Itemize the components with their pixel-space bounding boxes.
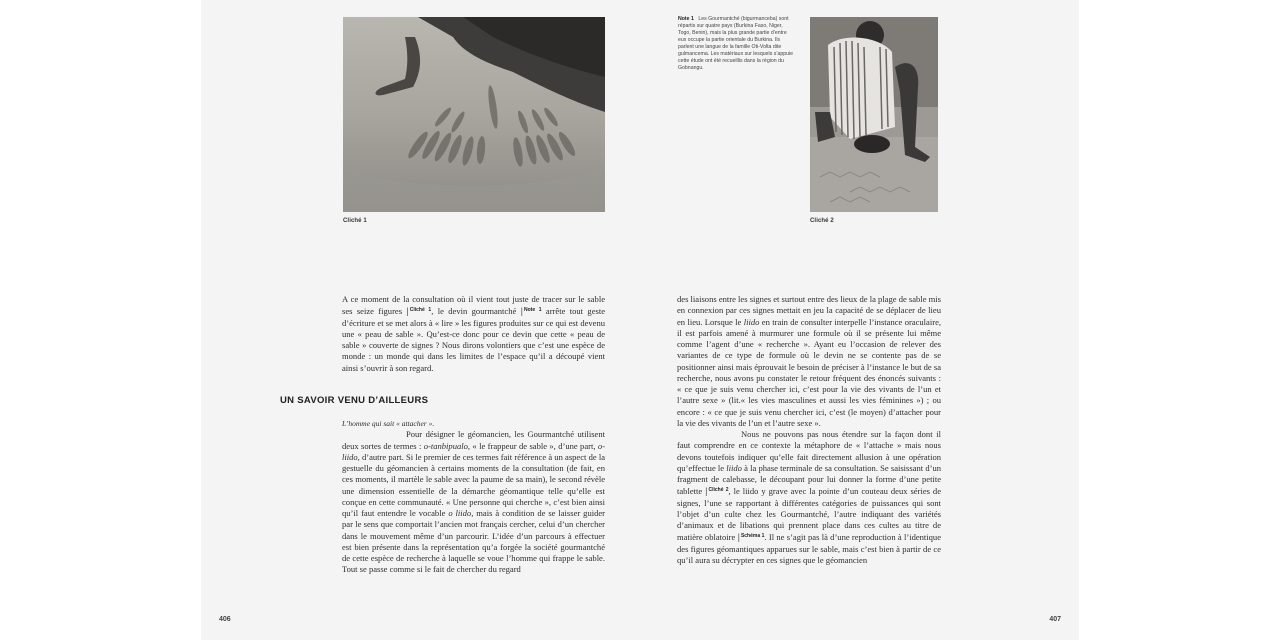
photo-diviner	[810, 17, 938, 212]
paragraph-text: A ce moment de la consultation où il vient tout juste de tracer sur le sable ses seize figures | $^{Cliché 1}$, le devin gourmantché | $^{Note 1}$ arrête tout geste d’écriture et se met alors à « lire » les figures produites sur ce qui est devenu une « peau de sable ». Qu’est-ce donc pour ce devin que cette « peau de sable » couverte de signes ? Nous dirons volontiers que c’est une espèce de monde : un monde qui dans les limites de l’espace qu’il a découpé vient ainsi s’ouvrir à son regard.	[342, 294, 605, 374]
paragraph-text: des liaisons entre les signes et surtout entre des lieux de la plage de sable mis en connexion par ces signes mettait en jeu la capacité de se déplacer de lieu en lieu. Lorsque le liido en train de consulter interpelle l’instance oraculaire, il est parfois amené à murmurer une formule où il se présente lui même comme l’agent d’une « recherche ». Ayant eu l’occasion de relever des variantes de ce type de formule où le devin ne se contente pas de se positionner ainsi mais éprouvait le besoin de préciser à l’instance le but de sa recherche, nous avons pu constater le retour fréquent des énoncés suivants : « ce que je suis venu chercher ici, c’est pour la vie des vivants de l’un et l’autre sexe » (lit.« les vies masculines et aussi les vies féminines ») ; ou encore : « ce que je suis venu chercher ici, c’est (le moyen) d’attacher pour la vie des vivants de l’un et l’autre sexe ».	[677, 294, 941, 428]
photo-sand-figures	[343, 17, 605, 212]
diviner-image	[810, 17, 938, 212]
page-number: 407	[1049, 616, 1061, 623]
cross-reference-marker: | $^{Cliché 1}$	[406, 307, 431, 313]
italic-term: o-tanbipualo	[423, 440, 468, 451]
side-note-label: Note 1	[678, 16, 694, 22]
paragraph-text: Nous ne pouvons pas nous étendre sur la façon dont il faut comprendre en ce contexte la métaphore de « l’attache » mais nous devons toutefois indiquer qu’elle fait directement allusion à une opération qu’effectue le liido à la phase terminale de sa consultation. Se saisissant d’un fragment de calebasse, le découpant pour lui donner la forme d’une petite tablette | $^{Cliché 2}$, le liido y grave avec la pointe d’un couteau deux séries de signes, l’une se rapportant à différentes catégories de puissances qui sont l’objet d’un culte chez les Gourmantché, l’autre indiquant des variétés d’animaux et de libations qui prennent place dans ces cultes au titre de matière oblatoire | $^{Schéma 1}$. Il ne s’agit pas là d’une reproduction à l’identique des figures géomantiques apparues sur le sable, mais c’est bien à partir de ce qu’il aura su décrypter en ces signes que le géomancien	[677, 429, 941, 566]
italic-term: o-liido	[342, 440, 605, 462]
body-paragraph	[342, 294, 605, 374]
cross-reference-marker: | $^{Cliché 2}$	[705, 487, 728, 493]
section-heading: UN SAVOIR VENU D’AILLEURS	[280, 395, 429, 406]
italic-term: o liido	[448, 508, 472, 518]
cross-reference-marker: | $^{Note 1}$	[521, 307, 542, 313]
paragraph-text: Pour désigner le géomancien, les Gourmantché utilisent deux sortes de termes : o-tanbipualo, « le frappeur de sable », d’une part, o-liido, d’autre part. Si le premier de ces termes fait référence à un aspect de la gestuelle du géomancien à certains moments de la consultation (de fait, en ces moments, il martèle le sable avec la paume de sa main), le second révèle une dimension essentielle de la démarche géomantique telle qu’elle est conçue en cette communauté. « Une personne qui cherche », c’est bien ainsi qu’il faut entendre le vocable o liido, mais à condition de se laisser guider par le sens que comportait l’ancien mot français cercher, celui d’un chercher dans le mouvement même d’un parcourir. L’idée d’un parcours à effectuer est bien présente dans la représentation qu’a forgée la société gourmantché de cette espèce de recherche à laquelle se voue l’homme qui frappe le sable. Tout se passe comme si le fait de chercher du regard	[342, 429, 606, 575]
side-note-text: Les Gourmantché (bigurmanceba) sont répartis sur quatre pays (Burkina Faso, Niger, Togo, Benin), mais la plus grande partie d’entre eux occupe la partie orientale du Burkina. Ils parlent une langue de la famille Oti-Volta dite gulmancema. Les matériaux sur lesquels s’appuie cette étude ont été recueillis dans la région du Gobnangu.	[678, 16, 794, 71]
cross-reference-marker: | $^{Schéma 1}$	[738, 533, 765, 539]
left-page	[201, 0, 640, 640]
sand-figures-image	[343, 17, 605, 212]
body-paragraph	[677, 294, 941, 566]
italic-term: liido	[743, 316, 760, 327]
page-number: 406	[219, 616, 231, 623]
photo-caption: Cliché 2	[810, 218, 834, 224]
book-spread	[201, 0, 1079, 640]
side-note	[678, 16, 796, 72]
right-page	[640, 0, 1079, 640]
epigraph: L’homme qui sait « attacher ».	[342, 419, 435, 428]
italic-term: liido	[726, 462, 742, 473]
photo-caption: Cliché 1	[343, 218, 367, 224]
body-paragraph	[342, 418, 605, 576]
